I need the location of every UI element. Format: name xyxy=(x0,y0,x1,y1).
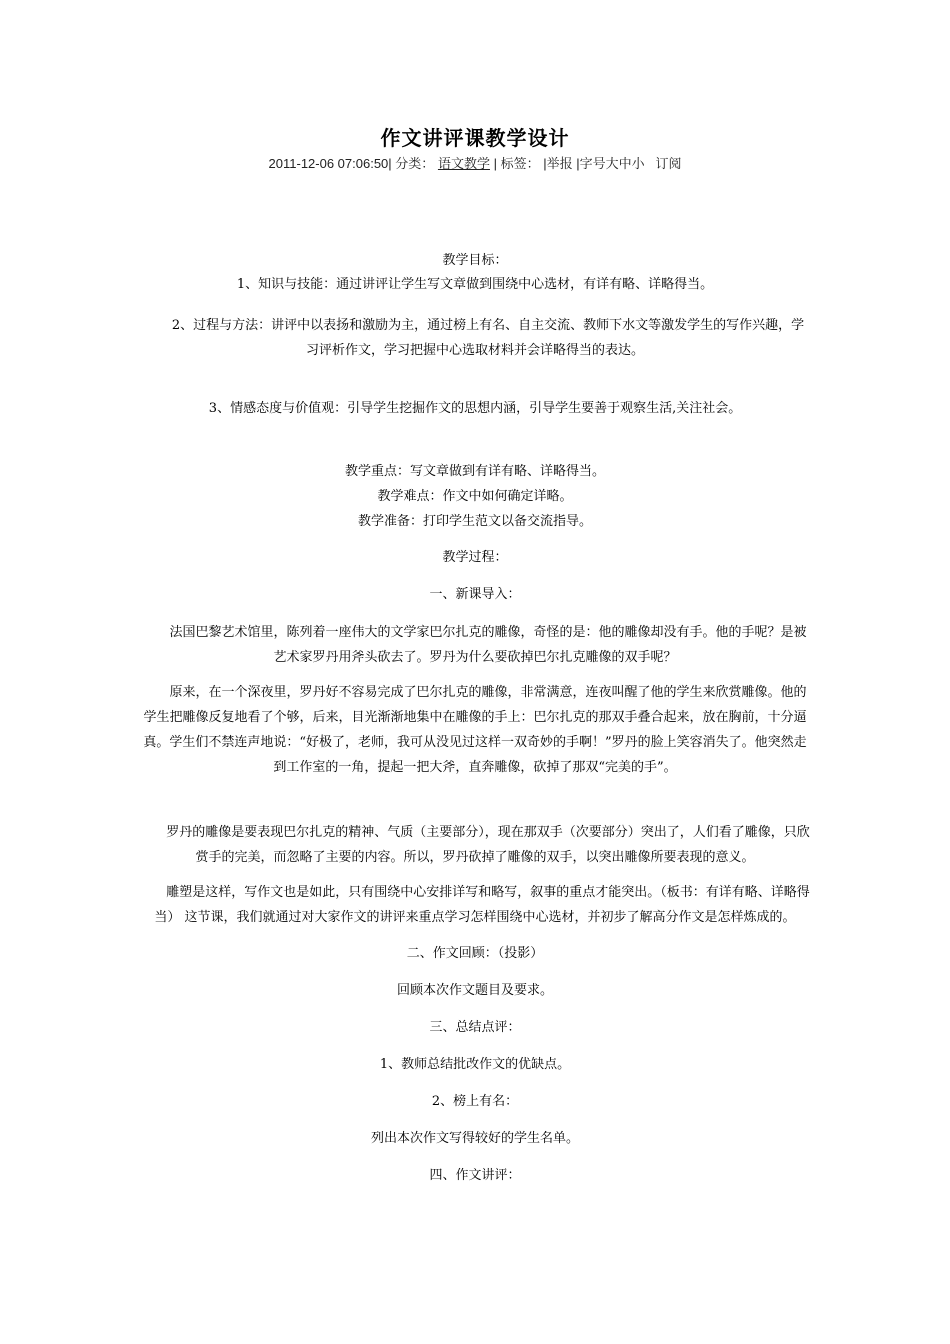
paragraph-2 xyxy=(140,680,810,780)
paragraph-1-text: 法国巴黎艺术馆里，陈列着一座伟大的文学家巴尔扎克的雕像，奇怪的是：他的雕像却没有手。他的手呢？是被艺术家罗丹用斧头砍去了。罗丹为什么要砍掉巴尔扎克雕像的双手呢？ xyxy=(169,625,807,665)
section-review: 二、作文回顾：（投影） xyxy=(406,946,544,961)
paragraph-3 xyxy=(140,820,810,870)
paragraph-2-text: 原来，在一个深夜里，罗丹好不容易完成了巴尔扎克的雕像，非常满意，连夜叫醒了他的学生来欣赏雕像。他的学生把雕像反复地看了个够，后来，目光渐渐地集中在雕像的手上：巴尔扎克的那双手叠合起来，放在胸前，十分逼真。学生们不禁连声地说：“好极了，老师，我可从没见过这样一双奇妙的手啊！”罗丹的脸上笑容消失了。他突然走到工作室的一角，提起一把大斧，直奔雕像，砍掉了那双“完美的手”。 xyxy=(143,685,807,775)
article-title: 作文讲评课教学设计 xyxy=(380,126,570,150)
section-intro: 一、新课导入： xyxy=(429,587,521,602)
goal-knowledge: 1、知识与技能：通过讲评让学生写文章做到围绕中心选材，有详有略、详略得当。 xyxy=(236,277,714,292)
section-summary: 三、总结点评： xyxy=(429,1020,521,1035)
font-size-control[interactable]: |字号大中小 xyxy=(576,156,645,171)
subscribe-link[interactable]: 订阅 xyxy=(655,156,682,171)
summary-item-2: 2、榜上有名： xyxy=(431,1094,519,1109)
review-text: 回顾本次作文题目及要求。 xyxy=(396,983,553,998)
post-datetime: 2011-12-06 07:06:50| xyxy=(268,156,392,171)
key-point: 教学重点：写文章做到有详有略、详略得当。 xyxy=(344,464,605,479)
preparation: 教学准备：打印学生范文以备交流指导。 xyxy=(357,514,592,529)
process-heading: 教学过程： xyxy=(442,550,508,565)
goal-process-text: 2、过程与方法：讲评中以表扬和激励为主，通过榜上有名、自主交流、教师下水文等激发学生的写作兴趣，学习评析作文，学习把握中心选取材料并会详略得当的表达。 xyxy=(171,318,805,358)
goal-process xyxy=(140,313,810,363)
difficulty: 教学难点：作文中如何确定详略。 xyxy=(377,489,573,504)
summary-item-2-text: 列出本次作文写得较好的学生名单。 xyxy=(370,1131,579,1146)
paragraph-4 xyxy=(140,880,810,930)
report-link[interactable]: |举报 xyxy=(543,156,573,171)
tags-label: | 标签： xyxy=(493,156,540,171)
paragraph-1 xyxy=(140,620,810,670)
section-evaluation: 四、作文讲评： xyxy=(429,1168,521,1183)
goal-attitude: 3、情感态度与价值观：引导学生挖掘作文的思想内涵，引导学生要善于观察生活,关注社会。 xyxy=(208,401,742,416)
goals-heading: 教学目标： xyxy=(442,253,508,268)
category-link[interactable]: 语文教学 xyxy=(437,156,490,171)
article-meta xyxy=(0,153,950,172)
category-label: 分类： xyxy=(395,156,435,171)
paragraph-4-text: 雕塑是这样，写作文也是如此，只有围绕中心安排详写和略写，叙事的重点才能突出。（板书：有详有略、详略得当） 这节课，我们就通过对大家作文的讲评来重点学习怎样围绕中心选材，并初步了解高分作文是怎样炼成的。 xyxy=(154,885,810,925)
paragraph-3-text: 罗丹的雕像是要表现巴尔扎克的精神、气质（主要部分），现在那双手（次要部分）突出了，人们看了雕像，只欣赏手的完美，而忽略了主要的内容。所以，罗丹砍掉了雕像的双手，以突出雕像所要表现的意义。 xyxy=(166,825,810,865)
summary-item-1: 1、教师总结批改作文的优缺点。 xyxy=(379,1057,571,1072)
